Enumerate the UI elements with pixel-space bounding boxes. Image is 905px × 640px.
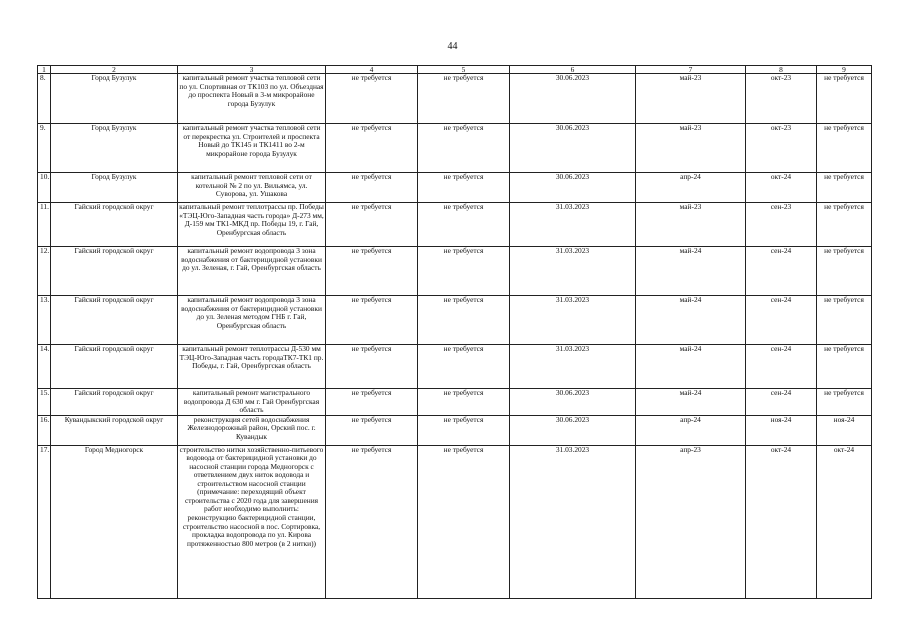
municipality-cell: Город Бузулук [51, 124, 178, 173]
col4-cell: не требуется [326, 445, 418, 598]
header-cell: 9 [817, 66, 872, 74]
row-number: 16. [38, 415, 51, 445]
end-period-cell: окт-24 [746, 173, 817, 203]
start-period-cell: апр-23 [636, 445, 746, 598]
start-period-cell: апр-24 [636, 415, 746, 445]
row-number: 9. [38, 124, 51, 173]
end-period-cell: окт-23 [746, 74, 817, 124]
table-row [38, 173, 872, 203]
col4-cell: не требуется [326, 203, 418, 247]
municipality-cell: Гайский городской округ [51, 389, 178, 416]
municipality-cell: Город Бузулук [51, 173, 178, 203]
municipality-cell: Гайский городской округ [51, 296, 178, 345]
row-number: 10. [38, 173, 51, 203]
row-number: 13. [38, 296, 51, 345]
col4-cell: не требуется [326, 173, 418, 203]
end-period-cell: сен-24 [746, 345, 817, 389]
col4-cell: не требуется [326, 415, 418, 445]
municipality-cell: Город Бузулук [51, 74, 178, 124]
header-cell: 7 [636, 66, 746, 74]
start-period-cell: май-24 [636, 345, 746, 389]
table-row [38, 203, 872, 247]
header-cell: 1 [38, 66, 51, 74]
page-number: 44 [447, 41, 458, 52]
work-description-cell: капитальный ремонт тепловой сети от котельной № 2 по ул. Вильямса, ул. Суворова, ул. Ушакова [178, 173, 326, 203]
end-period-cell: сен-23 [746, 203, 817, 247]
end-period-cell: сен-24 [746, 296, 817, 345]
work-description-cell: капитальный ремонт магистрального водопровода Д 630 мм г. Гай Оренбургская область [178, 389, 326, 416]
work-description-cell: капитальный ремонт водопровода 3 зона водоснабжения от бактерицидной установки до ул. Зеленая методом ГНБ г. Гай, Оренбургская область [178, 296, 326, 345]
table-row [38, 74, 872, 124]
municipality-cell: Город Медногорск [51, 445, 178, 598]
row-number: 14. [38, 345, 51, 389]
start-period-cell: май-24 [636, 389, 746, 416]
work-description-cell: реконструкция сетей водоснабжения Железнодорожный район, Орский пос. г. Кувандык [178, 415, 326, 445]
col4-cell: не требуется [326, 74, 418, 124]
date-cell: 30.06.2023 [510, 415, 636, 445]
date-cell: 30.06.2023 [510, 389, 636, 416]
date-cell: 30.06.2023 [510, 173, 636, 203]
header-cell: 8 [746, 66, 817, 74]
start-period-cell: май-23 [636, 203, 746, 247]
date-cell: 31.03.2023 [510, 203, 636, 247]
date-cell: 31.03.2023 [510, 296, 636, 345]
end-period-cell: сен-24 [746, 389, 817, 416]
start-period-cell: май-24 [636, 247, 746, 296]
table-row [38, 389, 872, 416]
municipality-cell: Кувандыкский городской округ [51, 415, 178, 445]
col4-cell: не требуется [326, 296, 418, 345]
row-number: 11. [38, 203, 51, 247]
header-cell: 3 [178, 66, 326, 74]
col9-cell: ноя-24 [817, 415, 872, 445]
end-period-cell: сен-24 [746, 247, 817, 296]
date-cell: 31.03.2023 [510, 247, 636, 296]
col9-cell: не требуется [817, 124, 872, 173]
start-period-cell: май-23 [636, 124, 746, 173]
col5-cell: не требуется [418, 345, 510, 389]
header-cell: 6 [510, 66, 636, 74]
col9-cell: не требуется [817, 345, 872, 389]
work-description-cell: капитальный ремонт теплотрассы пр. Победы «ТЭЦ-Юго-Западная часть города» Д-273 мм, Д-159 мм ТК1-МКД пр. Победы 19, г. Гай, Оренбургская область [178, 203, 326, 247]
header-cell: 2 [51, 66, 178, 74]
start-period-cell: май-24 [636, 296, 746, 345]
col4-cell: не требуется [326, 124, 418, 173]
work-description-cell: капитальный ремонт теплотрассы Д-530 мм ТЭЦ-Юго-Западная часть городаТК7-ТК1 пр. Победы, г. Гай, Оренбургская область [178, 345, 326, 389]
table-row [38, 296, 872, 345]
start-period-cell: апр-24 [636, 173, 746, 203]
row-number: 8. [38, 74, 51, 124]
col5-cell: не требуется [418, 74, 510, 124]
col9-cell: не требуется [817, 389, 872, 416]
work-description-cell: строительство нитки хозяйственно-питьевого водовода от бактерицидной установки до насосной станции города Медногорск с ответвлением двух ниток водовода и строительством насосной станции (примечание: переходящий объект строительства с 2020 года для завершения работ необходимо выполнить: реконструкцию бактерицидной станции, строительство насосной в пос. Сортировка, прокладка водопровода по ул. Кирова протяженностью 800 метров (в 2 нитки)) [178, 445, 326, 598]
date-cell: 30.06.2023 [510, 124, 636, 173]
work-description-cell: капитальный ремонт водопровода 3 зона водоснабжения от бактерицидной установки до ул. Зеленая, г. Гай, Оренбургская область [178, 247, 326, 296]
date-cell: 31.03.2023 [510, 345, 636, 389]
col4-cell: не требуется [326, 389, 418, 416]
table-row [38, 247, 872, 296]
row-number: 15. [38, 389, 51, 416]
col9-cell: окт-24 [817, 445, 872, 598]
col4-cell: не требуется [326, 345, 418, 389]
table-row [38, 345, 872, 389]
table-row [38, 445, 872, 598]
col5-cell: не требуется [418, 296, 510, 345]
municipality-cell: Гайский городской округ [51, 247, 178, 296]
col5-cell: не требуется [418, 173, 510, 203]
start-period-cell: май-23 [636, 74, 746, 124]
header-row [38, 66, 872, 74]
col9-cell: не требуется [817, 173, 872, 203]
end-period-cell: ноя-24 [746, 415, 817, 445]
col5-cell: не требуется [418, 389, 510, 416]
row-number: 12. [38, 247, 51, 296]
municipality-cell: Гайский городской округ [51, 345, 178, 389]
date-cell: 30.06.2023 [510, 74, 636, 124]
header-cell: 4 [326, 66, 418, 74]
col5-cell: не требуется [418, 445, 510, 598]
col5-cell: не требуется [418, 124, 510, 173]
work-description-cell: капитальный ремонт участка тепловой сети от перекрестка ул. Строителей и проспекта Новый до ТК145 и ТК1411 во 2-м микрорайоне города Бузулук [178, 124, 326, 173]
col5-cell: не требуется [418, 247, 510, 296]
end-period-cell: окт-24 [746, 445, 817, 598]
col9-cell: не требуется [817, 203, 872, 247]
table-row [38, 124, 872, 173]
col9-cell: не требуется [817, 296, 872, 345]
col9-cell: не требуется [817, 74, 872, 124]
end-period-cell: окт-23 [746, 124, 817, 173]
header-cell: 5 [418, 66, 510, 74]
row-number: 17. [38, 445, 51, 598]
municipality-cell: Гайский городской округ [51, 203, 178, 247]
work-description-cell: капитальный ремонт участка тепловой сети по ул. Спортивная от ТК103 по ул. Объездная до проспекта Новый в 3-м микрорайоне города Бузулук [178, 74, 326, 124]
col5-cell: не требуется [418, 203, 510, 247]
col4-cell: не требуется [326, 247, 418, 296]
document-table [37, 65, 872, 599]
date-cell: 31.03.2023 [510, 445, 636, 598]
col5-cell: не требуется [418, 415, 510, 445]
col9-cell: не требуется [817, 247, 872, 296]
table-row [38, 415, 872, 445]
